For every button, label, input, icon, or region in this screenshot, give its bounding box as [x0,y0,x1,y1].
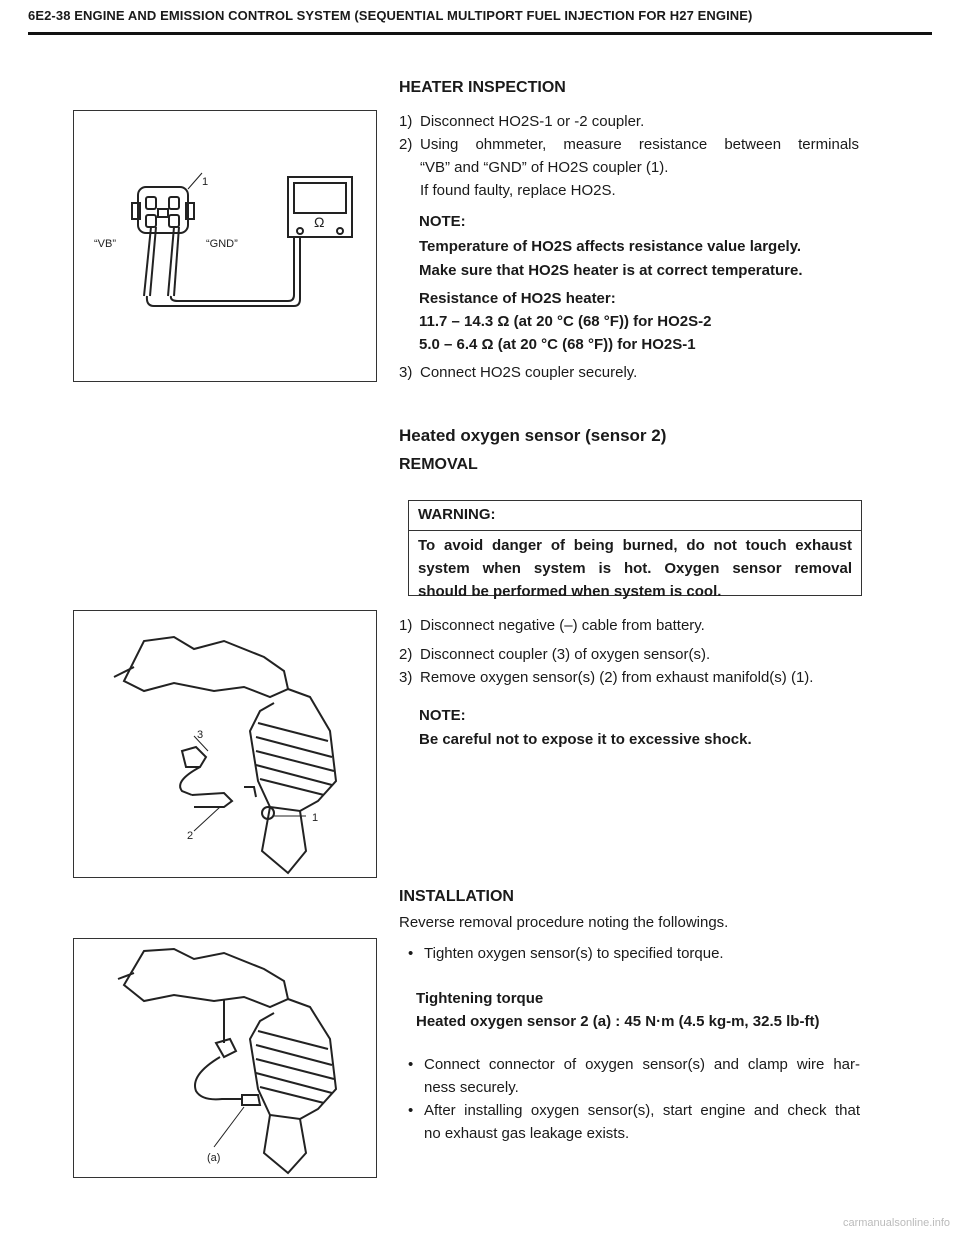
warning-line3: should be performed when system is cool. [418,583,722,600]
installation-illustration [74,939,376,1177]
torque-value: Heated oxygen sensor 2 (a) : 45 N·m (4.5 kg-m, 32.5 lb-ft) [416,1013,820,1030]
vb-label: “VB” [94,238,116,250]
header-rule [28,32,932,35]
callout-a: (a) [207,1152,221,1164]
torque-label: Tightening torque [416,990,544,1007]
warning-line2: system when system is hot. Oxygen sensor removal [418,560,852,577]
coupler-callout-1: 1 [202,176,209,188]
removal-note-label: NOTE: [419,707,466,724]
removal-note-text: Be careful not to expose it to excessive shock. [419,731,752,748]
ohm-symbol: Ω [314,214,325,230]
heater-inspection-title: HEATER INSPECTION [399,79,566,96]
watermark: carmanualsonline.info [842,1217,950,1229]
page-header: 6E2-38 ENGINE AND EMISSION CONTROL SYSTEM (SEQUENTIAL MULTIPORT FUEL INJECTION FOR H27 ENGINE) [28,8,753,23]
ohmmeter-figure [73,110,377,382]
warning-label: WARNING: [409,501,861,531]
resistance-spec-label: Resistance of HO2S heater: [419,290,616,307]
heater-note-line2: Make sure that HO2S heater is at correct temperature. [419,262,803,279]
exhaust-manifold-illustration [74,611,376,877]
installation-intro: Reverse removal procedure noting the followings. [399,914,729,931]
warning-line1: To avoid danger of being burned, do not touch exhaust [418,537,852,554]
removal-figure [73,610,377,878]
heater-note-line1: Temperature of HO2S affects resistance value largely. [419,238,802,255]
callout-2: 2 [187,830,194,842]
ohmmeter-illustration [74,111,376,381]
heater-note-label: NOTE: [419,213,466,230]
warning-box [408,500,862,600]
gnd-label: “GND” [206,238,238,250]
resistance-spec-ho2s-1: 5.0 – 6.4 Ω (at 20 °C (68 °F)) for HO2S-1 [419,336,696,353]
callout-3: 3 [197,729,204,741]
callout-1: 1 [312,812,319,824]
sensor2-title: Heated oxygen sensor (sensor 2) [399,426,667,445]
removal-title: REMOVAL [399,456,478,473]
resistance-spec-ho2s-2: 11.7 – 14.3 Ω (at 20 °C (68 °F)) for HO2S-2 [419,313,712,330]
installation-figure [73,938,377,1178]
installation-title: INSTALLATION [399,888,514,905]
